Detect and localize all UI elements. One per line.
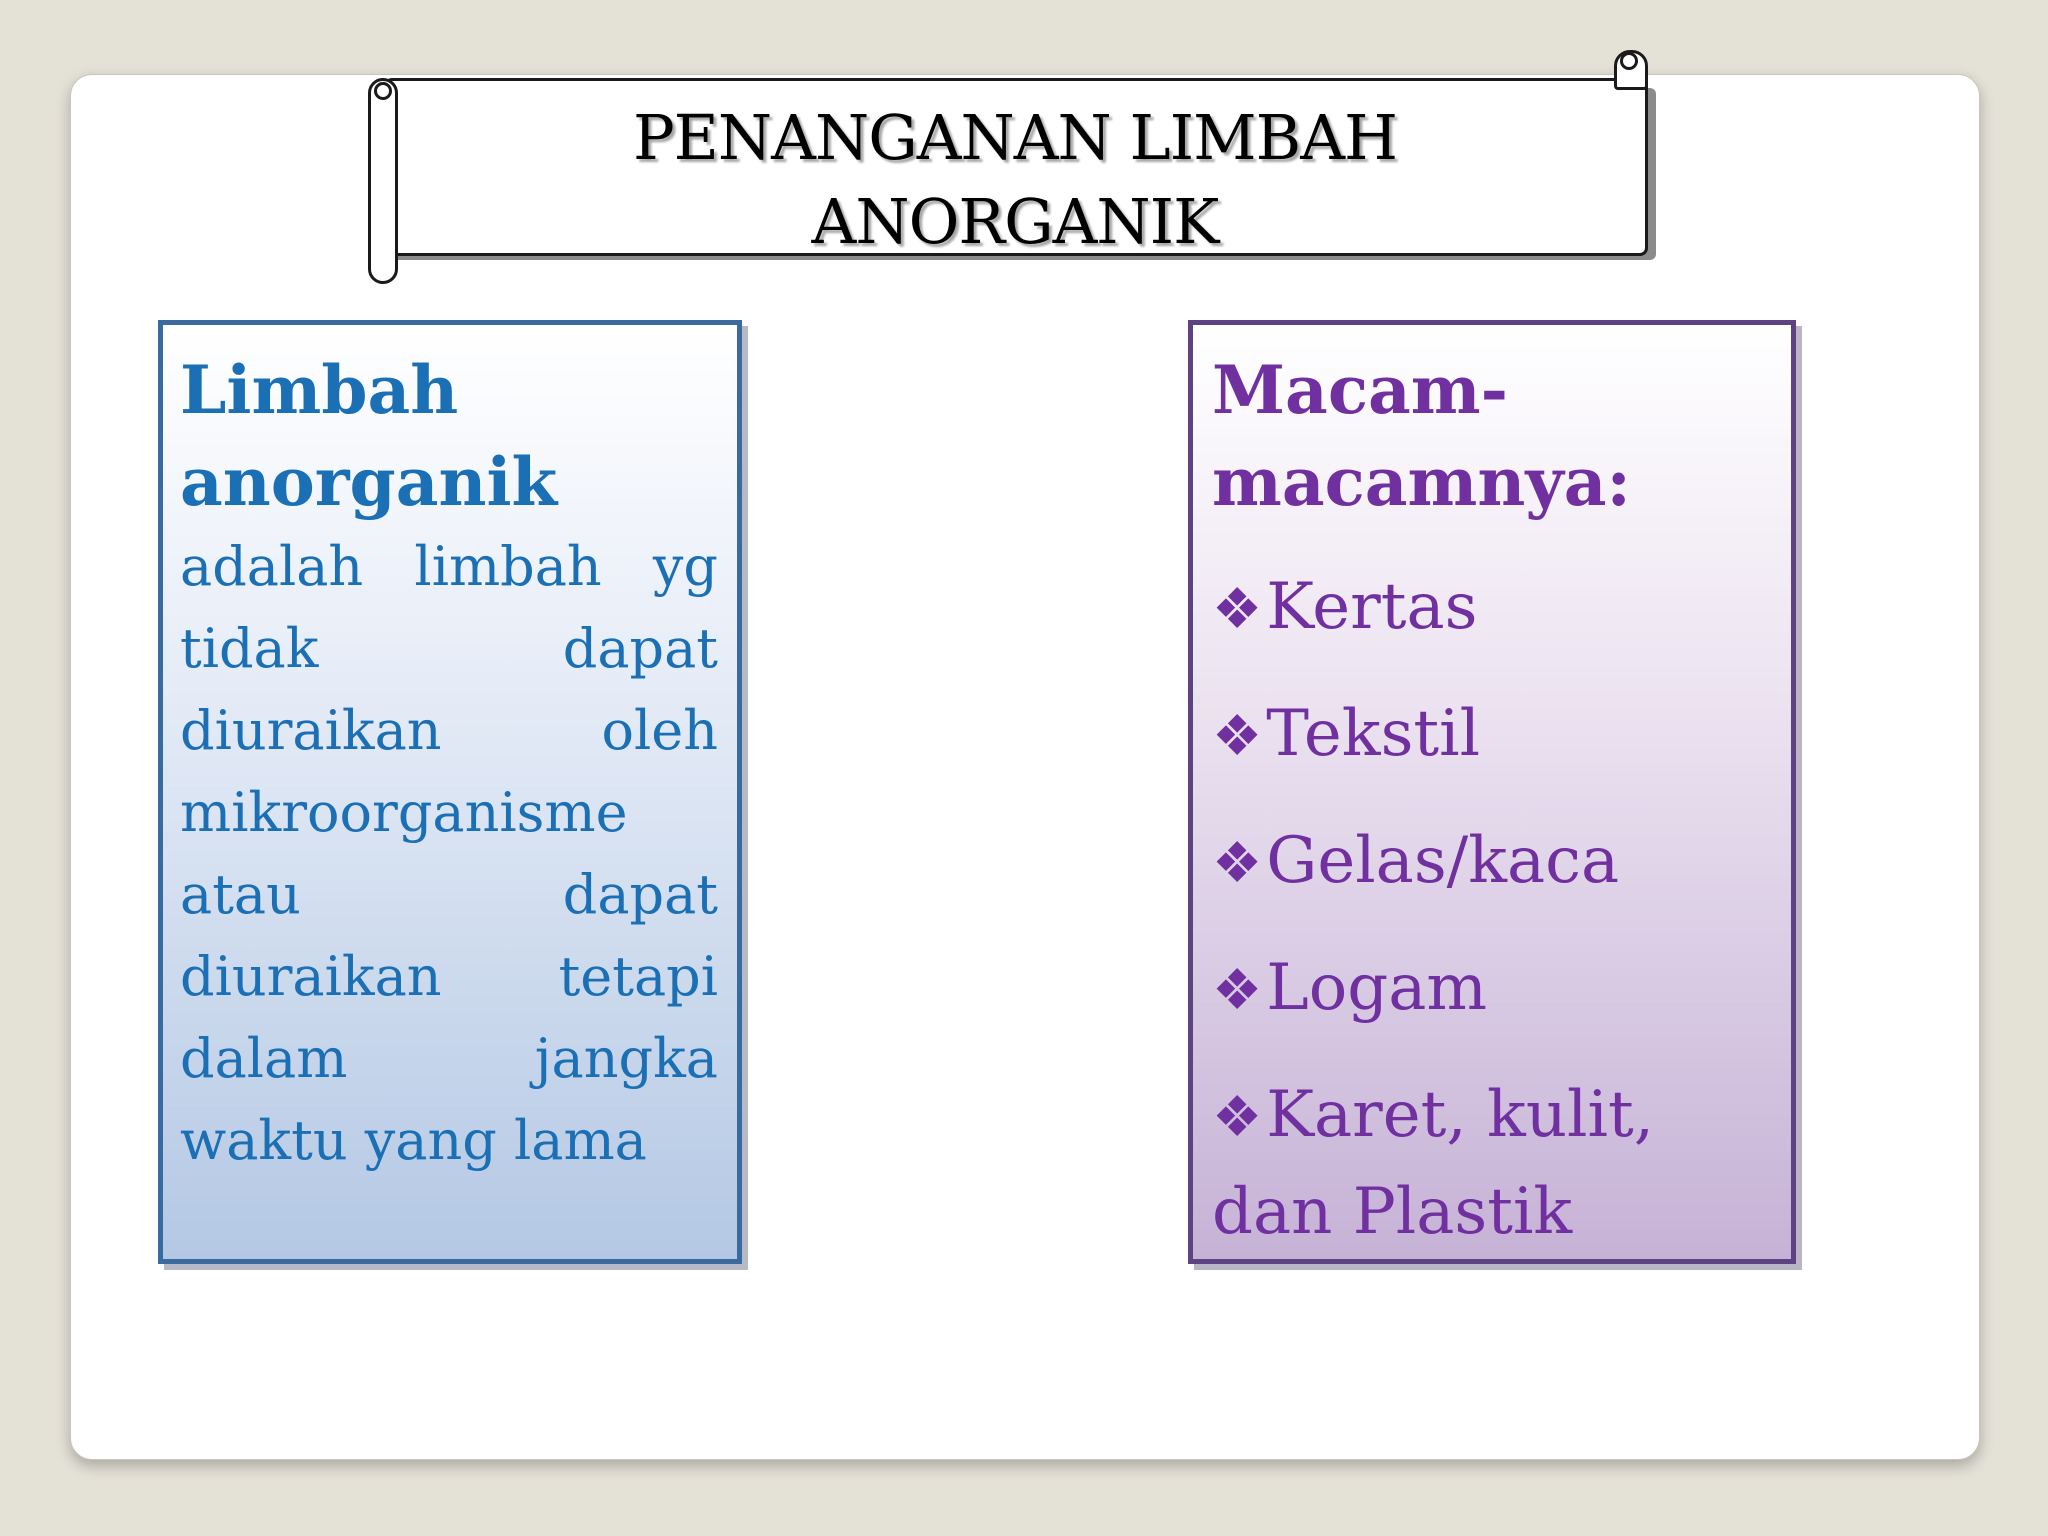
diamond-bullet-icon: ❖ [1212,577,1263,642]
list-item-label: Karet, kulit, dan Plastik [1212,1078,1655,1249]
diamond-bullet-icon: ❖ [1212,958,1263,1023]
list-item-label: Kertas [1266,570,1478,644]
list-item-label: Tekstil [1266,697,1481,771]
scroll-curl-right-icon [1620,52,1638,70]
types-heading: Macam- macamnya: [1212,351,1631,521]
definition-text [180,526,718,1182]
list-item-label: Logam [1266,951,1488,1025]
list-item [1212,941,1786,1038]
diamond-bullet-icon: ❖ [1212,704,1263,769]
diamond-bullet-icon: ❖ [1212,831,1263,896]
definition-line: atau dapat [180,863,718,926]
list-item [1212,560,1786,657]
definition-line: diuraikan oleh [180,699,718,762]
diamond-bullet-icon: ❖ [1212,1085,1263,1150]
definition-line: tidak dapat [180,617,718,680]
list-item-label: Gelas/kaca [1266,824,1620,898]
definition-line: diuraikan tetapi [180,945,718,1008]
slide-title: PENANGANAN LIMBAH ANORGANIK [632,101,1398,258]
list-item [1212,1068,1786,1259]
definition-line: waktu yang lama [180,1109,647,1172]
definition-heading: Limbah anorganik [180,351,558,521]
definition-line: dalam jangka [180,1027,718,1090]
scroll-roll-left-icon [368,78,398,284]
definition-line: mikroorganisme [180,781,628,844]
list-item [1212,687,1786,784]
list-item [1212,814,1786,911]
scroll-curl-left-icon [374,82,392,100]
types-list [1212,560,1786,1289]
definition-line: adalah limbah yg [180,535,718,598]
